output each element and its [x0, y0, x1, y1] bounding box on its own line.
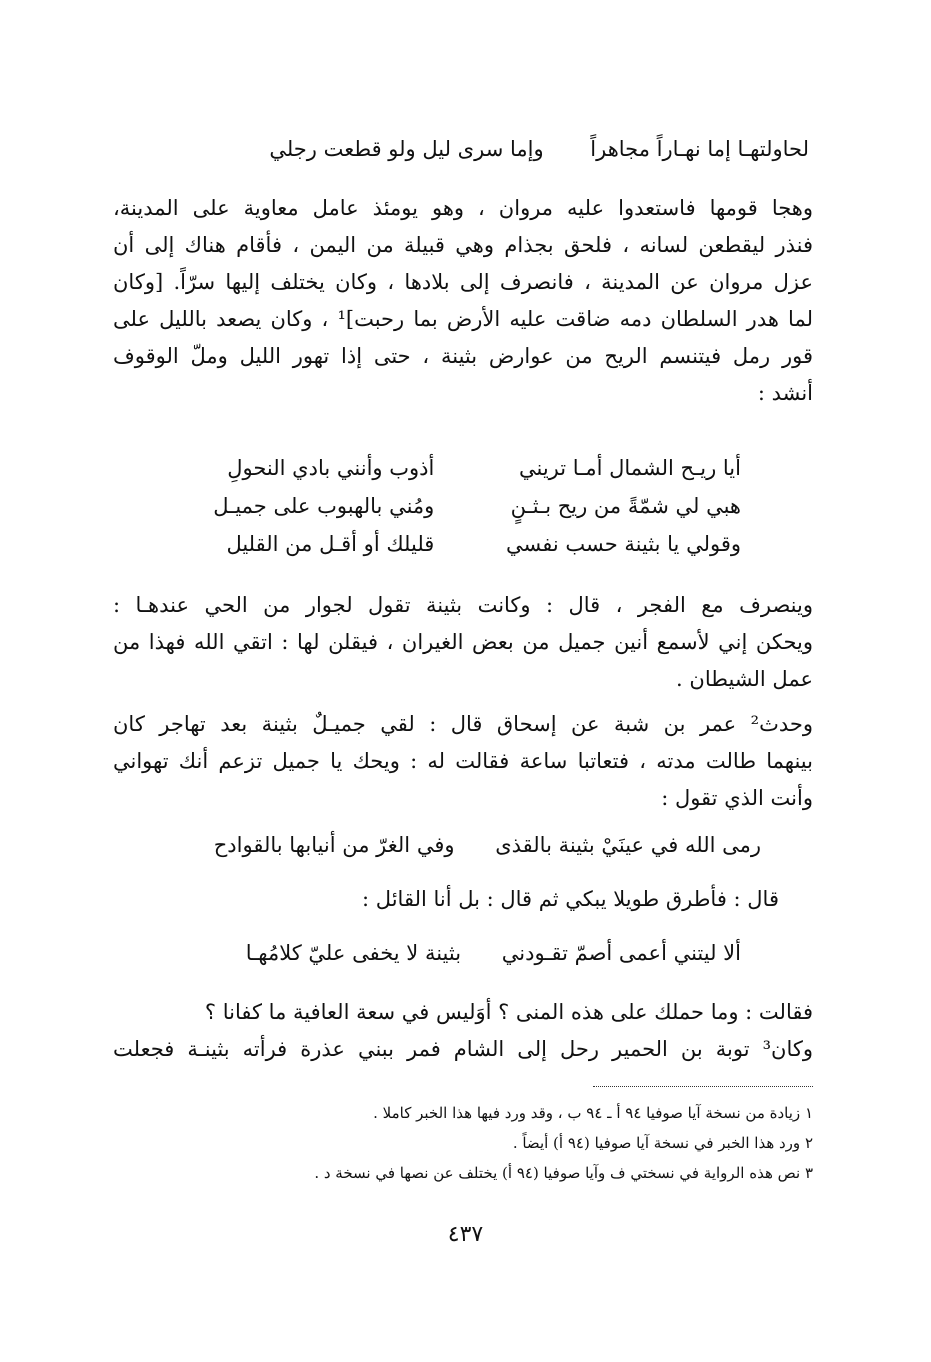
paragraph-line: عزل مروان عن المدينة ، فانصرف إلى بلادها ، وكان يختلف إليها سرّاً. [وكان: [113, 270, 813, 294]
verse-3: [246, 934, 741, 972]
poem-1-hemistich-1: هبي لي شمّةً من ريح بـثـنٍ: [510, 494, 741, 518]
paragraph-line: أنشد :: [757, 381, 813, 405]
verse-3-hemistich-2: بثينة لا يخفى عليّ كلامُهـا: [245, 941, 462, 965]
poem-1-hemistich-1: وقولي يا بثينة حسب نفسي: [505, 532, 741, 556]
line-said: [362, 880, 779, 918]
poem-1-hemistich-1: أيا ريـح الشمال أمـا تريني: [519, 456, 741, 480]
paragraph-line: وكان³ توبة بن الحمير رحل إلى الشام فمر ببني عذرة فرأته بثينـة فجعلت: [113, 1037, 813, 1061]
paragraph-line: وهجا قومها فاستعدوا عليه مروان ، وهو يومئذ عامل معاوية على المدينة،: [113, 196, 813, 220]
paragraph-line: لما هدر السلطان دمه ضاقت عليه الأرض بما رحبت]¹ ، وكان يصعد بالليل على: [113, 307, 813, 331]
footnote-1: ١ زيادة من نسخة آيا صوفيا ٩٤ أ ـ ٩٤ ب ، وقد ورد فيها هذا الخبر كاملا .: [373, 1104, 813, 1122]
poem-1-line: [213, 525, 741, 563]
paragraph-line: عمل الشيطان .: [676, 667, 813, 691]
paragraph-line: وحدث² عمر بن شبة عن إسحاق قال : لقي جميـلٌ بثينة بعد تهاجر كان: [113, 712, 813, 736]
page-number: ٤٣٧: [447, 1222, 484, 1247]
poem-1-hemistich-2: أذوب وأنني بادي النحولِ: [227, 456, 435, 480]
paragraph-line: فقالت : وما حملك على هذه المنى ؟ أوَليس في سعة العافية ما كفانا ؟: [204, 1000, 813, 1024]
footnotes: [113, 1098, 813, 1188]
verse-2-hemistich-1: رمى الله في عينَيْ بثينة بالقذى: [495, 833, 761, 857]
paragraph-4: [113, 994, 813, 1068]
poem-1-line: [213, 449, 741, 487]
line-said-text: قال : فأطرق طويلا يبكي ثم قال : بل أنا القائل :: [362, 887, 779, 911]
paragraph-line: قور رمل فيتنسم الريح من عوارض بثينة ، حتى إذا تهور الليل وملّ الوقوف: [113, 344, 813, 368]
footnote-separator: [593, 1086, 813, 1087]
footnote-2: ٢ ورد هذا الخبر في نسخة آيا صوفيا (٩٤ أ) أيضاً .: [512, 1134, 813, 1152]
poem-1-hemistich-2: قليلك أو أقـل من القليل: [226, 532, 435, 556]
verse-top: [269, 130, 809, 168]
paragraph-line: بينهما طالت مدته ، فتعاتبا ساعة فقالت له : ويحك يا جميل تزعم أنك تهواني: [113, 749, 813, 773]
paragraph-line: وأنت الذي تقول :: [661, 786, 813, 810]
verse-2-hemistich-2: وفي الغرّ من أنيابها بالقوادح: [213, 833, 455, 857]
poem-1: [213, 449, 741, 563]
paragraph-1: [113, 190, 813, 412]
paragraph-line: فنذر ليقطعن لسانه ، فلحق بجذام وهي قبيلة من اليمن ، فأقام هناك إلى أن: [113, 233, 813, 257]
verse-top-hemistich-1: لحاولتهـا إما نهـاراً مجاهراً: [590, 137, 809, 161]
footnote-3: ٣ نص هذه الرواية في نسختي ف وآيا صوفيا (٩٤ أ) يختلف عن نصها في نسخة د .: [314, 1164, 813, 1182]
paragraph-line: ويحكن إني لأسمع أنين جميل من بعض الغيران ، فيقلن لها : اتقي الله فهذا من: [113, 630, 813, 654]
verse-top-hemistich-2: وإما سرى ليل ولو قطعت رجلي: [269, 137, 544, 161]
verse-3-hemistich-1: ألا ليتني أعمى أصمّ تقـودني: [501, 941, 741, 965]
paragraph-line: وينصرف مع الفجر ، قال : وكانت بثينة تقول لجوار من الحي عندهـا :: [113, 593, 813, 617]
poem-1-hemistich-2: ومُني بالهبوب على جميـل: [213, 494, 435, 518]
paragraph-3: [113, 706, 813, 817]
verse-2: [214, 826, 761, 864]
poem-1-line: [213, 487, 741, 525]
paragraph-2: [113, 587, 813, 698]
